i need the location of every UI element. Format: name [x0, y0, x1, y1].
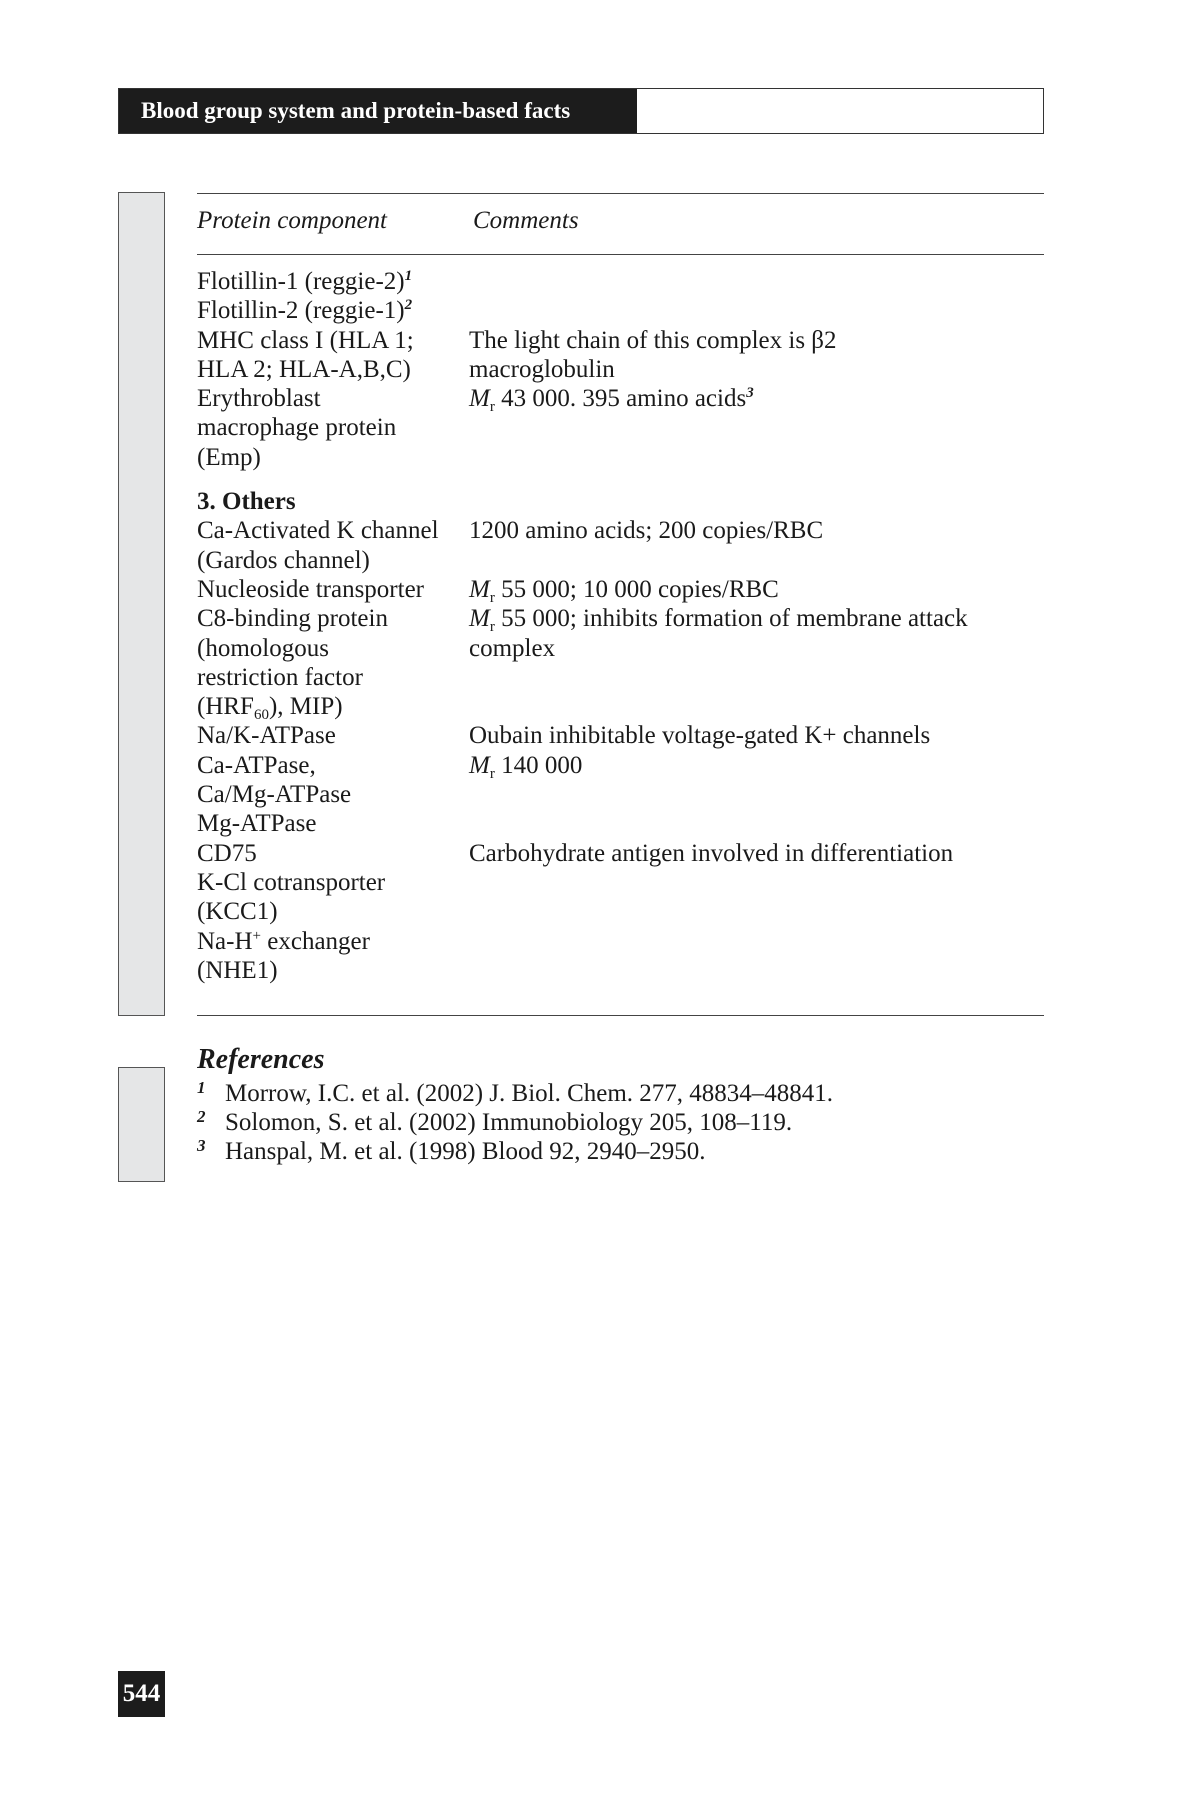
- comment-text: Carbohydrate antigen involved in differentiation: [469, 839, 954, 867]
- table-bottom-rule: [197, 1015, 1044, 1016]
- protein-component-cell: [197, 355, 469, 384]
- component-text: Flotillin-1 (reggie-2): [197, 268, 405, 295]
- table-row: [197, 839, 1044, 868]
- table-body: [197, 267, 1044, 985]
- table-row: [197, 326, 1044, 355]
- table-group-1: [197, 267, 1044, 472]
- comment-cell: [469, 692, 1044, 721]
- references-side-tab: [118, 1067, 165, 1182]
- comment-text: macroglobulin: [469, 355, 615, 383]
- reference-text: Solomon, S. et al. (2002) Immunobiology 205, 108–119.: [225, 1109, 793, 1136]
- reference-number: 2: [197, 1107, 206, 1126]
- comment-cell: [469, 897, 1044, 926]
- component-subscript: 60: [253, 707, 269, 724]
- table-row: [197, 296, 1044, 325]
- comment-cell: [469, 546, 1044, 575]
- comment-cell: [469, 751, 1044, 780]
- protein-component-cell: [197, 413, 469, 442]
- running-header: [118, 88, 1044, 134]
- comment-text: 55 000; 10 000 copies/RBC: [494, 575, 779, 603]
- molecular-mass-symbol: M: [469, 385, 490, 413]
- table-row: [197, 692, 1044, 724]
- table-row: [197, 546, 1044, 575]
- table-group-2: [197, 516, 1044, 985]
- protein-component-cell: [197, 897, 469, 926]
- comment-cell: [469, 780, 1044, 809]
- table-row: [197, 663, 1044, 692]
- protein-component-cell: [197, 927, 469, 956]
- protein-component-cell: [197, 780, 469, 809]
- component-text: (NHE1): [197, 956, 278, 984]
- comment-cell: [469, 927, 1044, 956]
- molecular-mass-subscript: r: [489, 765, 495, 782]
- component-text: Nucleoside transporter: [197, 575, 425, 603]
- page-number: 544: [118, 1671, 165, 1717]
- component-text: (homologous: [197, 634, 329, 662]
- references-list: [197, 1079, 833, 1166]
- reference-item: [197, 1108, 833, 1137]
- table-row: [197, 721, 1044, 750]
- component-text: (HRF: [197, 693, 254, 721]
- table-side-tab: [118, 192, 165, 1016]
- reference-marker: 3: [746, 385, 754, 402]
- component-text: Ca-ATPase,: [197, 751, 316, 779]
- protein-component-cell: [197, 326, 469, 355]
- comment-cell: [469, 355, 1044, 384]
- table-row: [197, 604, 1044, 636]
- protein-component-cell: [197, 546, 469, 575]
- table-row: [197, 809, 1044, 838]
- comment-cell: [469, 326, 1044, 355]
- protein-component-cell: [197, 809, 469, 838]
- component-text: Flotillin-2 (reggie-1): [197, 297, 405, 325]
- running-header-title: Blood group system and protein-based facts: [119, 89, 637, 133]
- component-text: macrophage protein: [197, 414, 397, 442]
- reference-marker: 1: [404, 268, 413, 284]
- component-text: Na-H: [197, 927, 253, 955]
- molecular-mass-subscript: r: [489, 399, 495, 416]
- comment-cell: [469, 868, 1044, 897]
- table-row: [197, 927, 1044, 956]
- protein-component-cell: [197, 634, 469, 663]
- table-row: [197, 443, 1044, 472]
- component-text: restriction factor: [197, 663, 363, 691]
- table-top-rule: [197, 193, 1044, 194]
- molecular-mass-symbol: M: [469, 605, 490, 633]
- comment-cell: [469, 839, 1044, 868]
- table-row: [197, 956, 1044, 985]
- protein-component-cell: [197, 267, 469, 296]
- component-text: K-Cl cotransporter: [197, 868, 386, 896]
- column-header-comments: Comments: [473, 207, 579, 234]
- reference-marker: 2: [404, 297, 413, 314]
- comment-text: The light chain of this complex is β2: [469, 326, 837, 354]
- table-row: [197, 897, 1044, 926]
- molecular-mass-symbol: M: [469, 751, 490, 779]
- comment-cell: [469, 267, 1044, 296]
- protein-component-cell: [197, 721, 469, 750]
- comment-text: 140 000: [494, 751, 583, 779]
- comment-cell: [469, 516, 1044, 545]
- comment-text: complex: [469, 634, 556, 662]
- protein-component-cell: [197, 663, 469, 692]
- comment-cell: [469, 721, 1044, 750]
- table-row: [197, 355, 1044, 384]
- comment-cell: [469, 663, 1044, 692]
- component-text: Erythroblast: [197, 385, 321, 413]
- table-row: [197, 751, 1044, 780]
- component-text: exchanger: [261, 927, 370, 955]
- molecular-mass-subscript: r: [489, 619, 495, 636]
- component-text: C8-binding protein: [197, 605, 388, 633]
- protein-component-cell: [197, 443, 469, 472]
- protein-component-cell: [197, 839, 469, 868]
- protein-component-cell: [197, 384, 469, 413]
- comment-cell: [469, 384, 1044, 416]
- component-text: CD75: [197, 839, 257, 867]
- comment-text: Oubain inhibitable voltage-gated K+ channels: [469, 722, 931, 750]
- table-row: [197, 267, 1044, 296]
- table-row: [197, 634, 1044, 663]
- component-text: Na/K-ATPase: [197, 722, 336, 750]
- comment-text: 43 000. 395 amino acids: [494, 385, 747, 413]
- comment-cell: [469, 634, 1044, 663]
- reference-item: [197, 1137, 833, 1166]
- component-text: (Emp): [197, 443, 261, 471]
- component-superscript: +: [252, 927, 261, 944]
- reference-number: 3: [197, 1136, 206, 1155]
- protein-component-cell: [197, 296, 469, 325]
- component-text: MHC class I (HLA 1;: [197, 326, 414, 354]
- molecular-mass-subscript: r: [489, 589, 495, 606]
- component-text: Ca/Mg-ATPase: [197, 781, 352, 809]
- comment-cell: [469, 413, 1044, 442]
- protein-component-cell: [197, 956, 469, 985]
- reference-text: Morrow, I.C. et al. (2002) J. Biol. Chem. 277, 48834–48841.: [225, 1080, 834, 1107]
- comment-cell: [469, 575, 1044, 604]
- table-row: [197, 384, 1044, 416]
- table-row: [197, 868, 1044, 897]
- component-text: Ca-Activated K channel: [197, 517, 439, 545]
- table-row: [197, 516, 1044, 545]
- reference-text: Hanspal, M. et al. (1998) Blood 92, 2940–2950.: [225, 1138, 706, 1165]
- references-title: References: [197, 1044, 325, 1075]
- comment-cell: [469, 809, 1044, 838]
- table-row: [197, 575, 1044, 604]
- component-text: Mg-ATPase: [197, 810, 317, 838]
- reference-number: 1: [197, 1078, 206, 1097]
- protein-component-cell: [197, 868, 469, 897]
- comment-text: 1200 amino acids; 200 copies/RBC: [469, 517, 824, 545]
- comment-cell: [469, 956, 1044, 985]
- component-text: ), MIP): [268, 693, 343, 721]
- comment-cell: [469, 296, 1044, 325]
- protein-component-cell: [197, 692, 469, 724]
- protein-component-cell: [197, 575, 469, 604]
- reference-item: [197, 1079, 833, 1108]
- table-row: [197, 413, 1044, 442]
- component-text: HLA 2; HLA-A,B,C): [197, 355, 411, 383]
- comment-cell: [469, 443, 1044, 472]
- column-header-component: Protein component: [197, 207, 388, 234]
- comment-text: 55 000; inhibits formation of membrane attack: [494, 605, 968, 633]
- table-row: [197, 780, 1044, 809]
- protein-component-cell: [197, 604, 469, 633]
- table-header-rule: [197, 254, 1044, 255]
- comment-cell: [469, 604, 1044, 636]
- protein-component-cell: [197, 516, 469, 545]
- section-title: 3. Others: [197, 488, 296, 516]
- component-text: (KCC1): [197, 898, 278, 926]
- component-text: (Gardos channel): [197, 546, 370, 574]
- molecular-mass-symbol: M: [469, 575, 490, 603]
- protein-component-cell: [197, 751, 469, 780]
